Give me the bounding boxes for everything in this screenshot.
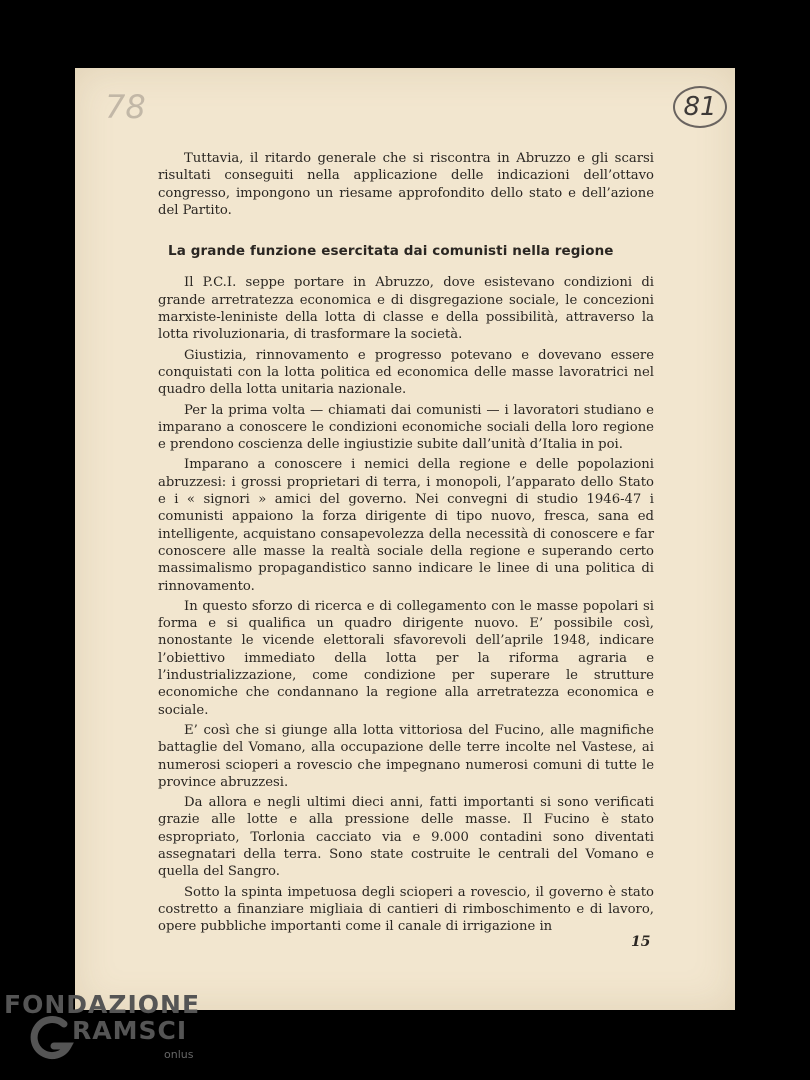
section-heading: La grande funzione esercitata dai comunisti nella regione bbox=[168, 243, 614, 260]
intro-paragraph: Tuttavia, il ritardo generale che si riscontra in Abruzzo e gli scarsi risultati conseguiti nella applicazione delle indicazioni dell’ottavo congresso, impongono un riesame approfondito dello stato e dell’azione del Partito. bbox=[158, 151, 654, 218]
watermark-line-3: onlus bbox=[164, 1048, 194, 1061]
paragraph-7: Da allora e negli ultimi dieci anni, fatti importanti si sono verificati grazie alle lotte e alla pressione delle masse. Il Fucino è stato espropriato, Torlonia cacciato via e 9.000 contadini sono diventati assegnatari della terra. Sono state costruite le centrali del Vomano e quella del Sangro. bbox=[158, 795, 654, 880]
gramsci-logo-icon bbox=[30, 1012, 74, 1064]
fondazione-gramsci-watermark bbox=[4, 990, 209, 1070]
page-number: 15 bbox=[631, 934, 651, 950]
paragraph-8: Sotto la spinta impetuosa degli scioperi a rovescio, il governo è stato costretto a finanziare migliaia di cantieri di rimboschimento e di lavoro, opere pubbliche importanti come il canale di irrigazione in bbox=[158, 884, 654, 935]
watermark-line-2: RAMSCI bbox=[72, 1016, 188, 1045]
watermark-line-1: FONDAZIONE bbox=[4, 990, 201, 1019]
right-pencil-mark: 81 bbox=[673, 86, 727, 128]
left-pencil-mark: 78 bbox=[105, 88, 146, 126]
paragraph-4: Imparano a conoscere i nemici della regione e delle popolazioni abruzzesi: i grossi proprietari di terra, i monopoli, l’apparato dello Stato e i « signori » amici del governo. Nei convegni di studio 1946-47 i comunisti appaiono la forza dirigente di tipo nuovo, fresca, sana ed intelligente, acquistano consapevolezza della necessità di conoscere e far conoscere alle masse la realtà sociale della regione e superando certo massimalismo propagandistico sanno indicare le linee di una politica di rinnovamento. bbox=[158, 457, 654, 594]
paragraph-1: Il P.C.I. seppe portare in Abruzzo, dove esistevano condizioni di grande arretratezza economica e di disgregazione sociale, le concezioni marxiste-leniniste della lotta di classe e della possibilità, attraverso la lotta rivoluzionaria, di trasformare la società. bbox=[158, 275, 654, 343]
paragraph-6: E’ così che si giunge alla lotta vittoriosa del Fucino, alle magnifiche battaglie del Vomano, alla occupazione delle terre incolte nel Vastese, ai numerosi scioperi a rovescio che impegnano numerosi comuni di tutte le province abruzzesi. bbox=[158, 722, 654, 790]
document-page bbox=[75, 68, 735, 1010]
document-body bbox=[158, 150, 654, 938]
paragraph-2: Giustizia, rinnovamento e progresso potevano e dovevano essere conquistati con la lotta politica ed economica delle masse lavoratrici nel quadro della lotta unitaria nazionale. bbox=[158, 347, 654, 398]
paragraph-5: In questo sforzo di ricerca e di collegamento con le masse popolari si forma e si qualifica un quadro dirigente nuovo. E’ possibile così, nonostante le vicende elettorali sfavorevoli dell’aprile 1948, indicare l’obiettivo immediato della lotta per la riforma agraria e l’industrializzazione, come condizione per superare le strutture economiche che condannano la regione alla arretratezza economica e sociale. bbox=[158, 598, 654, 718]
paragraph-3: Per la prima volta — chiamati dai comunisti — i lavoratori studiano e imparano a conoscere le condizioni economiche sociali della loro regione e prendono coscienza delle ingiustizie subite dall’unità d’Italia in poi. bbox=[158, 402, 654, 453]
